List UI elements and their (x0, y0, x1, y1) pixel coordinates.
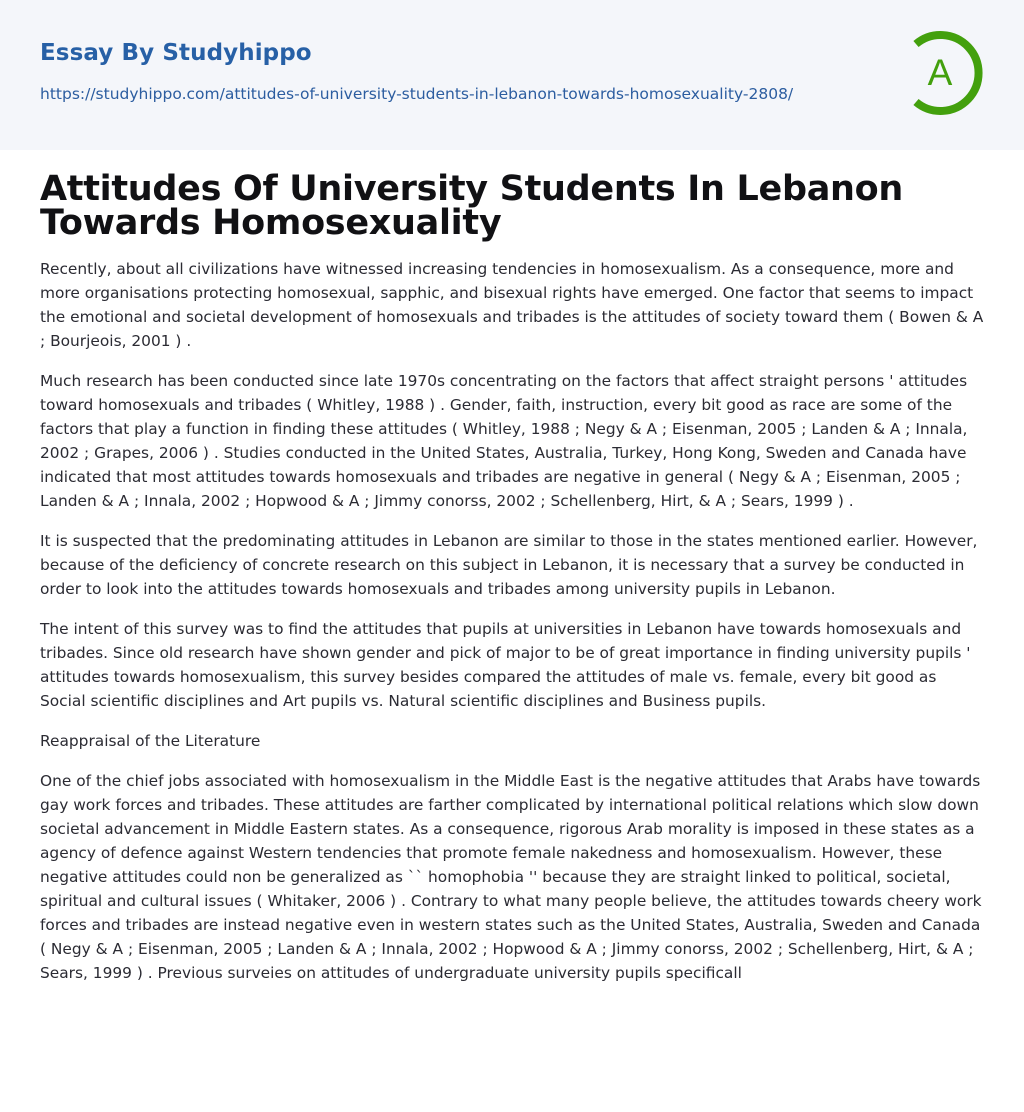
svg-text:A: A (927, 52, 953, 93)
article-paragraph-4: The intent of this survey was to find the attitudes that pupils at universities in Lebanon have towards homosexuals and tribades. Since old research have shown gender and pick of major to be of great importance in finding university pupils ' attitudes towards homosexualism, this survey besides compared the attitudes of male vs. female, every bit good as Social scientific disciplines and Art pupils vs. Natural scientific disciplines and Business pupils. (40, 620, 971, 710)
article-title: Attitudes Of University Students In Lebanon Towards Homosexuality (40, 169, 904, 243)
source-url-link[interactable]: https://studyhippo.com/attitudes-of-university-students-in-lebanon-towards-homosexuality-2808/ (40, 85, 794, 103)
article-paragraph-3: It is suspected that the predominating attitudes in Lebanon are similar to those in the states mentioned earlier. However, because of the deficiency of concrete research on this subject in Lebanon, it is necessary that a survey be conducted in order to look into the attitudes towards homosexuals and tribades among university pupils in Lebanon. (40, 532, 978, 598)
article-paragraph-5: One of the chief jobs associated with homosexualism in the Middle East is the negative attitudes that Arabs have towards gay work forces and tribades. These attitudes are farther complicated by international political relations which slow down societal advancement in Middle Eastern states. As a consequence, rigorous Arab morality is imposed in these states as a agency of defence against Western tendencies that promote female nakedness and homosexualism. However, these negative attitudes could non be generalized as `` homophobia '' because they are straight linked to political, societal, spiritual and cultural issues ( Whitaker, 2006 ) . Contrary to what many people believe, the attitudes towards cheery work forces and tribades are instead negative even in western states such as the United States, Australia, Sweden and Canada ( Negy & A ; Eisenman, 2005 ; Landen & A ; Innala, 2002 ; Hopwood & A ; Jimmy conorss, 2002 ; Schellenberg, Hirt, & A ; Sears, 1999 ) . Previous surveies on attitudes of undergraduate university pupils specificall (40, 772, 982, 982)
article-paragraph-2: Much research has been conducted since late 1970s concentrating on the factors that affect straight persons ' attitudes toward homosexuals and tribades ( Whitley, 1988 ) . Gender, faith, instruction, every bit good as race are some of the factors that play a function in finding these attitudes ( Whitley, 1988 ; Negy & A ; Eisenman, 2005 ; Landen & A ; Innala, 2002 ; Grapes, 2006 ) . Studies conducted in the United States, Australia, Turkey, Hong Kong, Sweden and Canada have indicated that most attitudes towards homosexuals and tribades are negative in general ( Negy & A ; Eisenman, 2005 ; Landen & A ; Innala, 2002 ; Hopwood & A ; Jimmy conorss, 2002 ; Schellenberg, Hirt, & A ; Sears, 1999 ) . (40, 372, 968, 510)
section-heading-literature-review: Reappraisal of the Literature (40, 732, 261, 750)
site-brand[interactable]: Essay By Studyhippo (40, 40, 312, 66)
studyhippo-logo-icon[interactable] (905, 28, 989, 118)
article-paragraph-1: Recently, about all civilizations have witnessed increasing tendencies in homosexualism. As a consequence, more and more organisations protecting homosexual, sapphic, and bisexual rights have emerged. One factor that seems to impact the emotional and societal development of homosexuals and tribades is the attitudes of society toward them ( Bowen & A ; Bourjeois, 2001 ) . (40, 260, 984, 350)
page-header (0, 0, 1024, 150)
article (0, 169, 1024, 1025)
